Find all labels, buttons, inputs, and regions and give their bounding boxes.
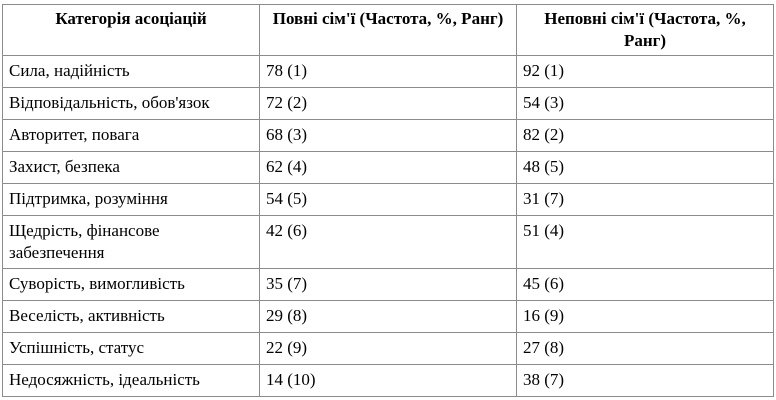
category-cell: Підтримка, розуміння bbox=[3, 184, 260, 216]
single-parent-families-cell: 92 (1) bbox=[517, 56, 774, 88]
single-parent-families-cell: 54 (3) bbox=[517, 88, 774, 120]
category-cell: Авторитет, повага bbox=[3, 120, 260, 152]
table-row bbox=[3, 333, 774, 365]
category-cell: Сила, надійність bbox=[3, 56, 260, 88]
table-row bbox=[3, 88, 774, 120]
header-single-parent-families: Неповні сім'ї (Частота, %, Ранг) bbox=[517, 5, 774, 56]
associations-table bbox=[2, 4, 774, 397]
single-parent-families-cell: 31 (7) bbox=[517, 184, 774, 216]
category-cell: Успішність, статус bbox=[3, 333, 260, 365]
category-cell: Суворість, вимогливість bbox=[3, 269, 260, 301]
single-parent-families-cell: 48 (5) bbox=[517, 152, 774, 184]
table-row bbox=[3, 216, 774, 269]
header-category: Категорія асоціацій bbox=[3, 5, 260, 56]
category-cell: Веселість, активність bbox=[3, 301, 260, 333]
single-parent-families-cell: 27 (8) bbox=[517, 333, 774, 365]
full-families-cell: 62 (4) bbox=[260, 152, 517, 184]
full-families-cell: 72 (2) bbox=[260, 88, 517, 120]
category-cell: Захист, безпека bbox=[3, 152, 260, 184]
single-parent-families-cell: 45 (6) bbox=[517, 269, 774, 301]
table-row bbox=[3, 184, 774, 216]
category-cell: Відповідальність, обов'язок bbox=[3, 88, 260, 120]
single-parent-families-cell: 82 (2) bbox=[517, 120, 774, 152]
header-full-families: Повні сім'ї (Частота, %, Ранг) bbox=[260, 5, 517, 56]
category-cell: Недосяжність, ідеальність bbox=[3, 365, 260, 397]
full-families-cell: 54 (5) bbox=[260, 184, 517, 216]
table-row bbox=[3, 301, 774, 333]
single-parent-families-cell: 51 (4) bbox=[517, 216, 774, 269]
table-header bbox=[3, 5, 774, 56]
table-row bbox=[3, 152, 774, 184]
full-families-cell: 35 (7) bbox=[260, 269, 517, 301]
table-row bbox=[3, 120, 774, 152]
table-row bbox=[3, 56, 774, 88]
full-families-cell: 14 (10) bbox=[260, 365, 517, 397]
single-parent-families-cell: 16 (9) bbox=[517, 301, 774, 333]
full-families-cell: 78 (1) bbox=[260, 56, 517, 88]
full-families-cell: 29 (8) bbox=[260, 301, 517, 333]
table-row bbox=[3, 269, 774, 301]
full-families-cell: 68 (3) bbox=[260, 120, 517, 152]
full-families-cell: 42 (6) bbox=[260, 216, 517, 269]
header-row bbox=[3, 5, 774, 56]
full-families-cell: 22 (9) bbox=[260, 333, 517, 365]
single-parent-families-cell: 38 (7) bbox=[517, 365, 774, 397]
table-row bbox=[3, 365, 774, 397]
category-cell: Щедрість, фінансове забезпечення bbox=[3, 216, 260, 269]
table-body bbox=[3, 56, 774, 397]
